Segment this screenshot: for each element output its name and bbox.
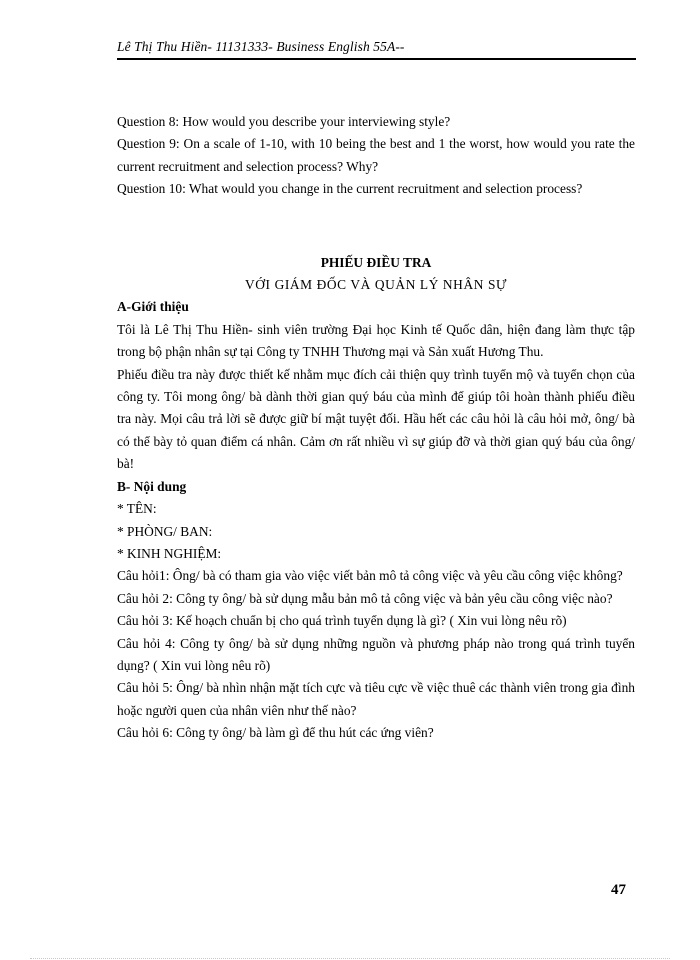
question-10: Question 10: What would you change in the current recruitment and selection process?: [117, 181, 583, 197]
survey-subtitle: VỚI GIÁM ĐỐC VÀ QUẢN LÝ NHÂN SỰ: [245, 277, 507, 293]
survey-question-2: Câu hỏi 2: Công ty ông/ bà sử dụng mẫu bản mô tả công việc và bản yêu cầu công việc nào?: [117, 590, 613, 606]
section-b-heading: B- Nội dung: [117, 478, 187, 494]
field-experience: * KINH NGHIỆM:: [117, 545, 222, 561]
section-a-heading: A-Giới thiệu: [117, 299, 189, 315]
spacer: [117, 201, 635, 252]
question-8: Question 8: How would you describe your interviewing style?: [117, 114, 451, 129]
intro-paragraph-1: Tôi là Lê Thị Thu Hiền- sinh viên trường Đại học Kinh tế Quốc dân, hiện đang làm thực tập trong bộ phận nhân sự tại Công ty TNHH Thương mại và Sản xuất Hương Thu.: [117, 321, 635, 360]
survey-question-1: Câu hỏi1: Ông/ bà có tham gia vào việc viết bản mô tả công việc và yêu cầu công việc không?: [117, 568, 623, 584]
intro-paragraph-2: Phiếu điều tra này được thiết kế nhằm mục đích cải thiện quy trình tuyển mộ và tuyển chọn của công ty. Tôi mong ông/ bà dành thời gian quý báu của mình để giúp tôi hoàn thành phiếu điều tra này. Mọi câu trả lời sẽ được giữ bí mật tuyệt đối. Hầu hết các câu hỏi là câu hỏi mở, ông/ bà có thể bày tỏ quan điểm cá nhân. Cảm ơn rất nhiều vì sự giúp đỡ và thời gian quý báu của ông/ bà!: [117, 366, 635, 472]
question-9: Question 9: On a scale of 1-10, with 10 being the best and 1 the worst, how would you rate the current recruitment and selection process? Why?: [117, 136, 635, 174]
field-name: * TÊN:: [117, 501, 157, 517]
survey-question-5: Câu hỏi 5: Ông/ bà nhìn nhận mặt tích cực và tiêu cực về việc thuê các thành viên trong gia đình hoặc người quen của nhân viên như thế nào?: [117, 680, 635, 718]
header-rule: [117, 58, 636, 60]
page-number: 47: [611, 882, 626, 898]
survey-question-3: Câu hỏi 3: Kế hoạch chuẩn bị cho quá trình tuyển dụng là gì? ( Xin vui lòng nêu rõ): [117, 613, 567, 629]
survey-question-4: Câu hỏi 4: Công ty ông/ bà sử dụng những nguồn và phương pháp nào trong quá trình tuyển dụng? ( Xin vui lòng nêu rõ): [117, 635, 635, 673]
page-body: [117, 111, 635, 745]
running-header: Lê Thị Thu Hiền- 11131333- Business English 55A--: [117, 39, 405, 54]
page-edge-divider: [30, 958, 670, 959]
survey-title: PHIẾU ĐIỀU TRA: [320, 254, 432, 270]
field-department: * PHÒNG/ BAN:: [117, 523, 213, 539]
survey-question-6: Câu hỏi 6: Công ty ông/ bà làm gì để thu hút các ứng viên?: [117, 725, 434, 741]
